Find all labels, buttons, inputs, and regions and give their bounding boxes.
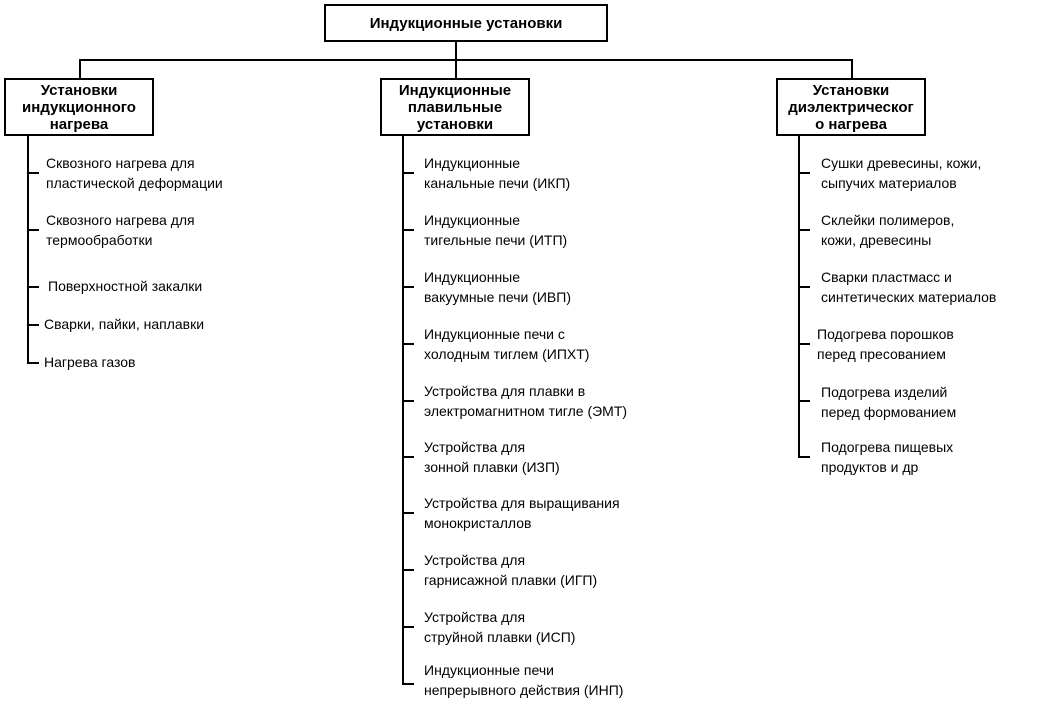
tick-line [402,229,414,231]
tick-line [798,456,810,458]
leaf-item: Подогрева изделий перед формованием [821,384,957,420]
branch-right-line [851,59,853,80]
tick-line [798,343,810,345]
leaf-item: Подогрева порошков перед пресованием [817,326,954,362]
category-label: Установки индукционного нагрева [22,81,136,133]
spine-middle-line [402,136,404,684]
spine-right-line [798,136,800,458]
leaf-item: Сквозного нагрева для пластической деформации [46,155,223,191]
leaf-item: Сквозного нагрева для термообработки [46,212,195,248]
tick-line [402,343,414,345]
tick-line [402,626,414,628]
category-label: Установки диэлектрическог о нагрева [788,81,914,133]
top-bus-line [79,59,852,61]
leaf-item: Устройства для струйной плавки (ИСП) [424,609,576,645]
leaf-item: Устройства для зонной плавки (ИЗП) [424,439,560,475]
tick-line [402,569,414,571]
tick-line [798,172,810,174]
tick-line [798,286,810,288]
root-label: Индукционные установки [369,14,563,32]
leaf-item: Сварки, пайки, наплавки [44,316,205,332]
spine-left-line [27,136,29,363]
branch-left-line [79,59,81,80]
leaf-item: Индукционные тигельные печи (ИТП) [424,212,568,248]
root-stem-line [455,40,457,60]
tick-line [27,172,39,174]
leaf-item: Индукционные печи непрерывного действия (ИНП) [424,662,624,698]
leaf-item: Устройства для гарнисажной плавки (ИГП) [424,552,598,588]
tick-line [402,683,414,685]
root-box [324,4,608,42]
tick-line [402,286,414,288]
category-box-induction-heating [4,78,154,136]
leaf-item: Индукционные канальные печи (ИКП) [424,155,571,191]
tick-line [798,229,810,231]
tick-line [27,286,39,288]
leaf-item: Сушки древесины, кожи, сыпучих материалов [821,155,982,191]
tick-line [402,512,414,514]
tick-line [27,229,39,231]
leaf-item: Поверхностной закалки [48,278,203,294]
leaf-item: Индукционные вакуумные печи (ИВП) [424,269,571,305]
tick-line [402,456,414,458]
leaf-item: Устройства для плавки в электромагнитном тигле (ЭМТ) [424,383,628,419]
tick-line [27,324,39,326]
leaf-item: Склейки полимеров, кожи, древесины [821,212,955,248]
category-label: Индукционные плавильные установки [398,81,512,133]
leaf-item: Нагрева газов [44,354,136,370]
leaf-item: Индукционные печи с холодным тиглем (ИПХТ) [424,326,590,362]
tick-line [402,172,414,174]
branch-middle-line [455,59,457,80]
leaf-item: Устройства для выращивания монокристаллов [424,495,620,531]
tick-line [402,400,414,402]
tick-line [27,362,39,364]
category-box-melting [380,78,530,136]
category-box-dielectric-heating [776,78,926,136]
tick-line [798,400,810,402]
leaf-item: Сварки пластмасс и синтетических материалов [821,269,997,305]
leaf-item: Подогрева пищевых продуктов и др [821,439,954,475]
